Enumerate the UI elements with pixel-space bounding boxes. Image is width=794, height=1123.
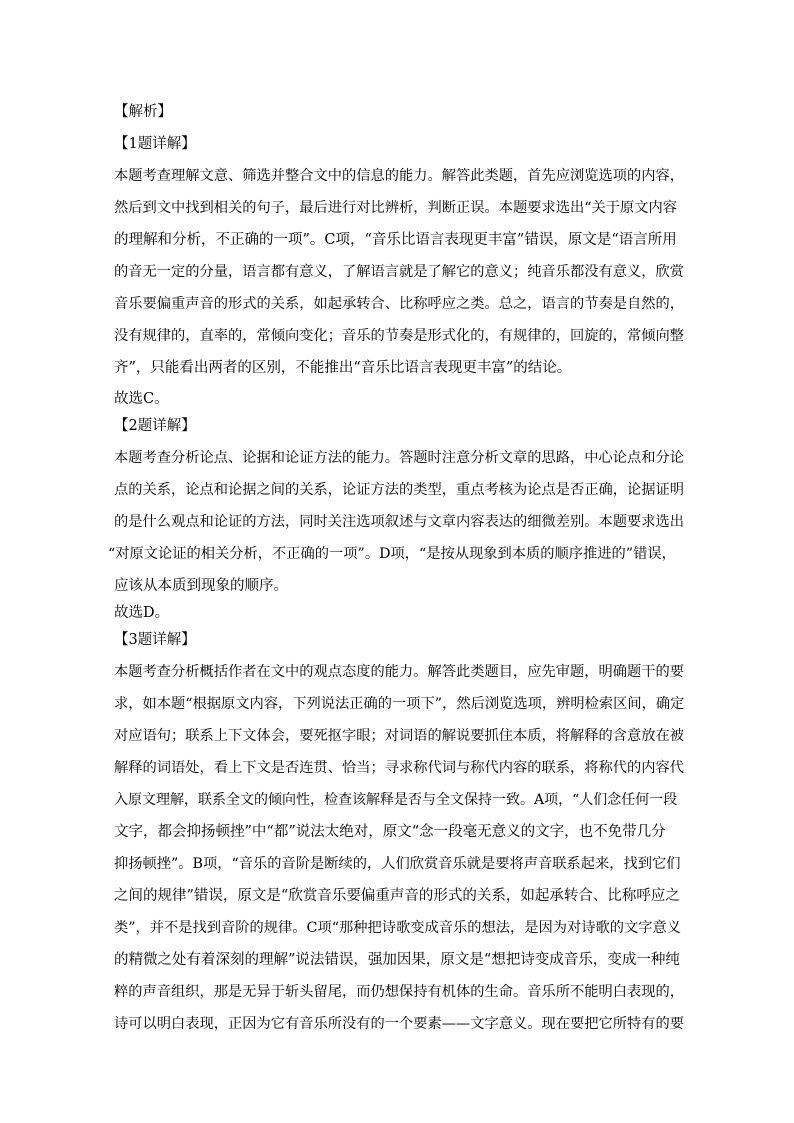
paragraph-line: 入原文理解，联系全文的倾向性，检查该解释是否与全文保持一致。A项，“人们念任何一段: [114, 792, 678, 808]
paragraph-line: 的理解和分析，不正确的一项”。C项，“音乐比语言表现更丰富”错误，原文是“语言所用: [114, 232, 677, 248]
paragraph-line: 文字，都会抑扬顿挫”中“都”说法太绝对，原文“念一段毫无意义的文字，也不免带几分: [114, 824, 666, 840]
paragraph-line: 齐”，只能看出两者的区别，不能推出“音乐比语言表现更丰富”的结论。: [114, 360, 572, 376]
paragraph-line: 点的关系，论点和论据之间的关系，论证方法的类型，重点考核为论点是否正确，论据证明: [114, 482, 685, 498]
paragraph-line: 的是什么观点和论证的方法，同时关注选项叙述与文章内容表达的细微差别。本题要求选出: [114, 514, 685, 530]
paragraph-line: 的音无一定的分量，语言都有意义，了解语言就是了解它的意义；纯音乐都没有意义，欣赏: [114, 264, 685, 280]
paragraph-line: 的精微之处有着深刻的理解”说法错误，强加因果，原文是“想把诗变成音乐，变成一种纯: [114, 952, 680, 968]
paragraph-line: 本题考查理解文意、筛选并整合文中的信息的能力。解答此类题，首先应浏览选项的内容，: [114, 168, 685, 184]
paragraph-line: 解释的词语处，看上下文是否连贯、恰当；寻求称代词与称代内容的联系，将称代的内容代: [114, 760, 685, 776]
paragraph-line: 诗可以明白表现，正因为它有音乐所没有的一个要素——文字意义。现在要把它所特有的要: [114, 1016, 685, 1032]
paragraph-line: 之间的规律”错误，原文是“欣赏音乐要偏重声音的形式的关系，如起承转合、比称呼应之: [114, 888, 680, 904]
paragraph-line: 抑扬顿挫”。B项，“音乐的音阶是断续的，人们欣赏音乐就是要将声音联系起来，找到它们: [114, 856, 681, 872]
section-heading-analysis: 【解析】: [114, 104, 172, 120]
paragraph-line: 本题考查分析论点、论据和论证方法的能力。答题时注意分析文章的思路，中心论点和分论: [114, 450, 685, 466]
paragraph-line: 没有规律的，直率的，常倾向变化；音乐的节奏是形式化的，有规律的，回旋的，常倾向整: [114, 328, 685, 344]
question-2-heading: 【2题详解】: [114, 418, 196, 434]
answer-line: 故选C。: [114, 391, 169, 407]
paragraph-line: 本题考查分析概括作者在文中的观点态度的能力。解答此类题目，应先审题，明确题干的要: [114, 664, 685, 680]
answer-line: 故选D。: [114, 605, 170, 621]
paragraph-line: 应该从本质到现象的顺序。: [114, 578, 288, 594]
paragraph-line: 求，如本题“根据原文内容，下列说法正确的一项下”，然后浏览选项，辨明检索区间，确定: [114, 696, 685, 712]
question-1-heading: 【1题详解】: [114, 136, 196, 152]
paragraph-line: 类”，并不是找到音阶的规律。C项“那种把诗歌变成音乐的想法，是因为对诗歌的文字意义: [114, 920, 681, 936]
question-3-heading: 【3题详解】: [114, 632, 196, 648]
paragraph-line: 然后到文中找到相关的句子，最后进行对比辨析，判断正误。本题要求选出“关于原文内容: [114, 200, 678, 216]
paragraph-line: 粹的声音组织，那是无异于斩头留尾，而仍想保持有机体的生命。音乐所不能明白表现的，: [114, 984, 685, 1000]
paragraph-line: 音乐要偏重声音的形式的关系，如起承转合、比称呼应之类。总之，语言的节奏是自然的，: [114, 296, 685, 312]
paragraph-line: “对原文论证的相关分析，不正确的一项”。D项，“是按从现象到本质的顺序推进的”错误，: [108, 546, 676, 562]
paragraph-line: 对应语句；联系上下文体会，要死抠字眼；对词语的解说要抓住本质，将解释的含意放在被: [114, 728, 685, 744]
